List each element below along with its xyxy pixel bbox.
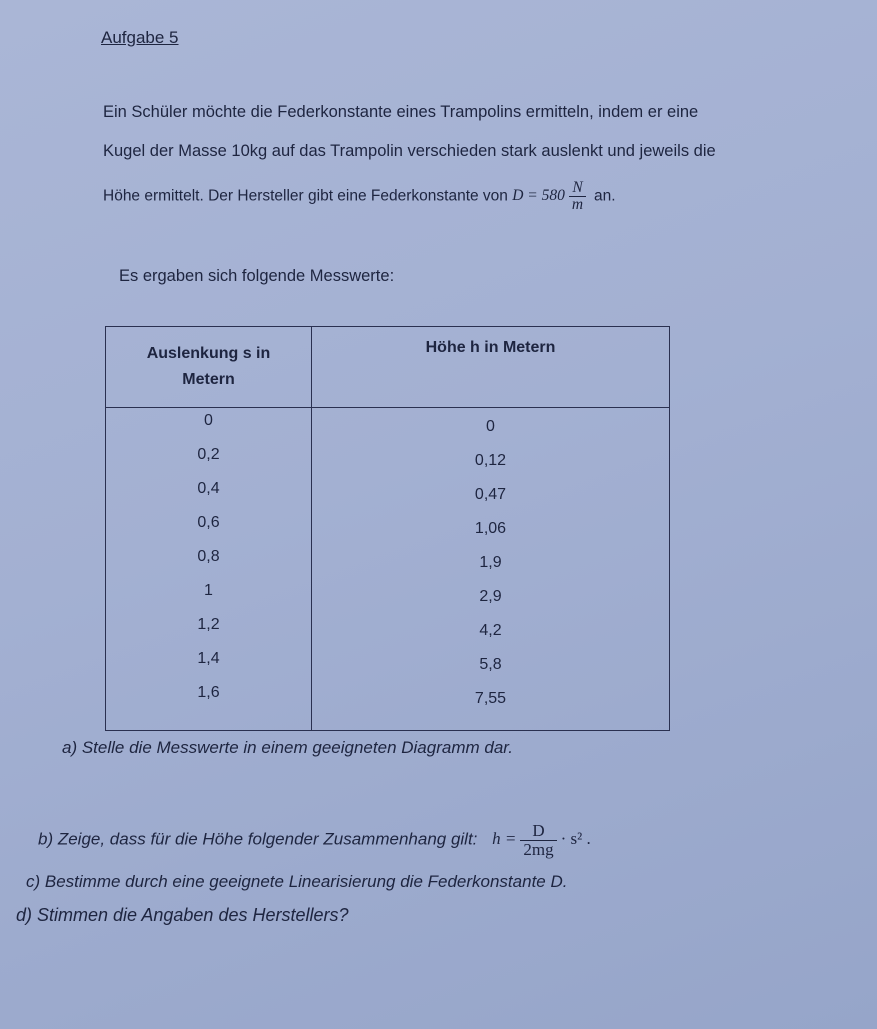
formula-numerator: D [520, 822, 556, 841]
displacement-value: 0,2 [197, 446, 220, 463]
height-value: 1,06 [474, 520, 507, 537]
unit-numerator: N [569, 180, 586, 197]
measurements-intro: Es ergaben sich folgende Messwerte: [119, 267, 395, 285]
displacement-value: 0,4 [197, 480, 220, 497]
question-d: d) Stimmen die Angaben des Herstellers? [16, 905, 349, 925]
intro-line-3 [103, 180, 616, 214]
header-height: Höhe h in Metern [312, 327, 670, 408]
header-displacement-line2: Metern [182, 371, 235, 388]
intro-line-2: Kugel der Masse 10kg auf das Trampolin verschieden stark auslenkt und jeweils die [103, 142, 716, 160]
height-value: 1,9 [479, 554, 502, 571]
header-displacement [106, 327, 312, 408]
height-value: 0,47 [474, 486, 507, 503]
displacement-value: 1 [204, 582, 213, 599]
unit-denominator: m [571, 196, 584, 214]
measurement-table [105, 326, 670, 731]
formula-lhs: D = 580 [512, 187, 565, 205]
formula-fraction [520, 822, 556, 859]
displacement-value: 1,2 [197, 616, 220, 633]
height-column [312, 408, 670, 731]
height-value: 2,9 [479, 588, 502, 605]
question-a: a) Stelle die Messwerte in einem geeigneten Diagramm dar. [62, 738, 514, 757]
displacement-value: 0,8 [197, 548, 220, 565]
intro-line-1: Ein Schüler möchte die Federkonstante eines Trampolins ermitteln, indem er eine [103, 103, 699, 121]
height-value: 0,12 [474, 452, 507, 469]
height-value: 0 [486, 418, 495, 435]
unit-fraction [569, 180, 586, 214]
displacement-column [106, 408, 312, 731]
intro-line-3-end: an. [593, 187, 616, 205]
table-data-row [106, 408, 670, 731]
spring-constant-formula [512, 179, 594, 214]
task-heading: Aufgabe 5 [101, 28, 179, 47]
height-value: 5,8 [479, 656, 502, 673]
header-displacement-line1: Auslenkung s in [146, 345, 271, 362]
formula-denominator: 2mg [523, 839, 554, 859]
displacement-value: 0,6 [197, 514, 220, 531]
question-b-text: b) Zeige, dass für die Höhe folgender Zusammenhang gilt: [38, 829, 478, 849]
question-b [38, 822, 591, 859]
height-value: 7,55 [474, 690, 507, 707]
height-value: 4,2 [479, 622, 502, 639]
table-header-row [106, 327, 670, 408]
displacement-value: 0 [204, 412, 213, 429]
displacement-value: 1,6 [197, 684, 220, 701]
question-c: c) Bestimme durch eine geeignete Linearisierung die Federkonstante D. [26, 872, 568, 891]
displacement-value: 1,4 [197, 650, 220, 667]
height-formula [492, 821, 591, 859]
formula-s-squared: · s² . [560, 829, 591, 849]
formula-h: h = [492, 829, 517, 849]
intro-line-3-text: Höhe ermittelt. Der Hersteller gibt eine Federkonstante von [103, 187, 508, 205]
